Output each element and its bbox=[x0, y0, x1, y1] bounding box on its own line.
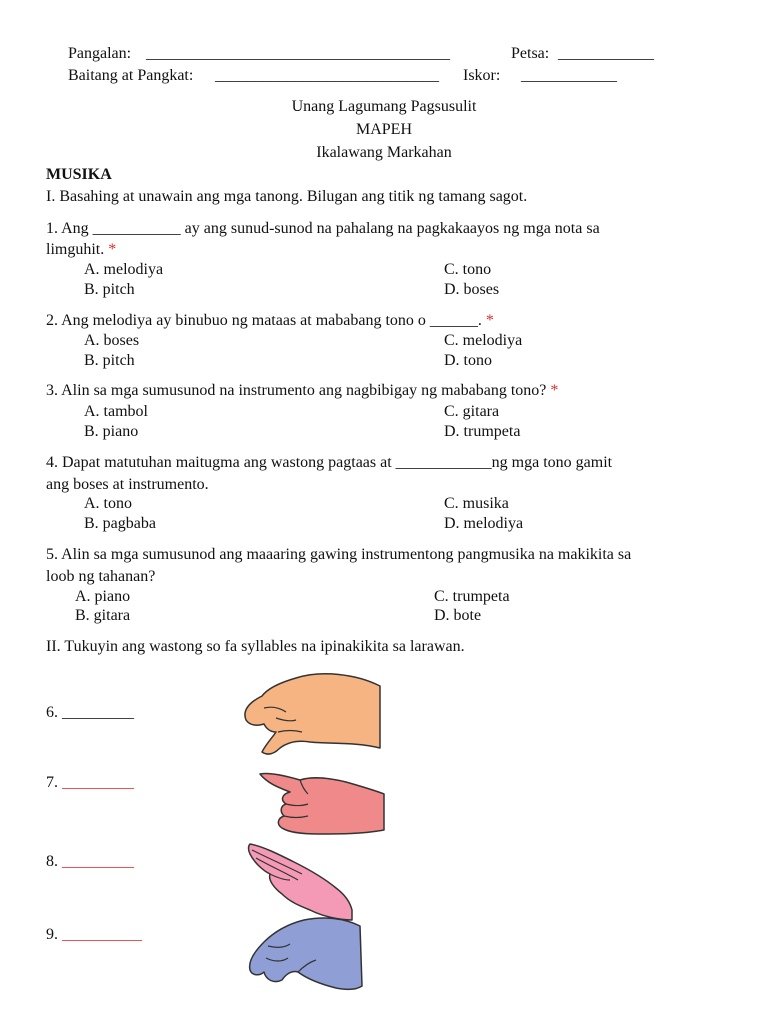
q3-option-a[interactable]: A. tambol bbox=[84, 403, 148, 420]
item-6: 6. _________ bbox=[46, 704, 134, 721]
q4-option-c[interactable]: C. musika bbox=[444, 495, 509, 512]
grade-section-label: Baitang at Pangkat: bbox=[68, 67, 194, 84]
q2-option-d[interactable]: D. tono bbox=[444, 352, 492, 369]
q2-option-c[interactable]: C. melodiya bbox=[444, 332, 523, 349]
q4-option-b[interactable]: B. pagbaba bbox=[84, 515, 156, 532]
quarter-title: Ikalawang Markahan bbox=[316, 144, 452, 161]
question-3-text: 3. Alin sa mga sumusunod na instrumento ang nagbibigay ng mababang tono? * bbox=[46, 382, 559, 399]
q2-option-a[interactable]: A. boses bbox=[84, 332, 140, 349]
q1-option-a[interactable]: A. melodiya bbox=[84, 261, 164, 278]
subject-title: MAPEH bbox=[355, 121, 412, 138]
q3-option-d[interactable]: D. trumpeta bbox=[444, 423, 521, 440]
q4-option-d[interactable]: D. melodiya bbox=[444, 515, 524, 532]
question-5-text: 5. Alin sa mga sumusunod ang maaaring gawing instrumentong pangmusika na makikita sa bbox=[46, 546, 632, 563]
section-heading: MUSIKA bbox=[46, 166, 112, 183]
hand-sign-8-icon bbox=[244, 840, 354, 924]
answer-blank[interactable]: __________ bbox=[62, 926, 142, 943]
q1-option-d[interactable]: D. boses bbox=[444, 281, 500, 298]
question-4-text: 4. Dapat matutuhan maitugma ang wastong pagtaas at ____________ng mga tono gamit bbox=[46, 454, 613, 471]
name-label: Pangalan: bbox=[68, 45, 132, 62]
required-star: * bbox=[550, 382, 559, 399]
q1-option-b[interactable]: B. pitch bbox=[84, 281, 135, 298]
question-2-text: 2. Ang melodiya ay binubuo ng mataas at mababang tono o ______. * bbox=[46, 312, 494, 329]
item-8: 8. _________ bbox=[46, 853, 134, 870]
q3-option-c[interactable]: C. gitara bbox=[444, 403, 500, 420]
q3-option-b[interactable]: B. piano bbox=[84, 423, 139, 440]
item-9: 9. __________ bbox=[46, 926, 142, 943]
q5-option-c[interactable]: C. trumpeta bbox=[434, 588, 510, 605]
name-blank[interactable]: ______________________________________ bbox=[146, 45, 450, 62]
required-star: * bbox=[108, 241, 117, 258]
answer-blank[interactable]: _________ bbox=[62, 774, 134, 791]
question-5-text-cont: loob ng tahanan? bbox=[46, 568, 156, 585]
item-7: 7. _________ bbox=[46, 774, 134, 791]
q2-option-b[interactable]: B. pitch bbox=[84, 352, 135, 369]
q5-option-b[interactable]: B. gitara bbox=[75, 607, 131, 624]
q4-option-a[interactable]: A. tono bbox=[84, 495, 132, 512]
question-1-text: 1. Ang ___________ ay ang sunud-sunod na pahalang na pagkakaayos ng mga nota sa bbox=[46, 220, 600, 237]
question-1-text-cont: limguhit. * bbox=[46, 241, 117, 258]
hand-sign-9-icon bbox=[240, 914, 366, 994]
part2-instruction: II. Tukuyin ang wastong so fa syllables na ipinakikita sa larawan. bbox=[46, 638, 465, 655]
answer-blank[interactable]: _________ bbox=[62, 704, 134, 721]
date-label: Petsa: bbox=[511, 45, 550, 62]
grade-section-blank[interactable]: ____________________________ bbox=[215, 67, 439, 84]
hand-sign-6-icon bbox=[238, 668, 388, 768]
exam-title: Unang Lagumang Pagsusulit bbox=[291, 98, 477, 115]
question-4-text-cont: ang boses at instrumento. bbox=[46, 476, 209, 493]
q1-option-c[interactable]: C. tono bbox=[444, 261, 492, 278]
date-blank[interactable]: ____________ bbox=[558, 45, 654, 62]
answer-blank[interactable]: _________ bbox=[62, 853, 134, 870]
score-blank[interactable]: ____________ bbox=[521, 67, 617, 84]
q5-option-a[interactable]: A. piano bbox=[75, 588, 131, 605]
part1-instruction: I. Basahing at unawain ang mga tanong. Bilugan ang titik ng tamang sagot. bbox=[46, 188, 528, 205]
score-label: Iskor: bbox=[463, 67, 501, 84]
hand-sign-7-icon bbox=[256, 768, 388, 838]
q5-option-d[interactable]: D. bote bbox=[434, 607, 482, 624]
required-star: * bbox=[485, 312, 494, 329]
